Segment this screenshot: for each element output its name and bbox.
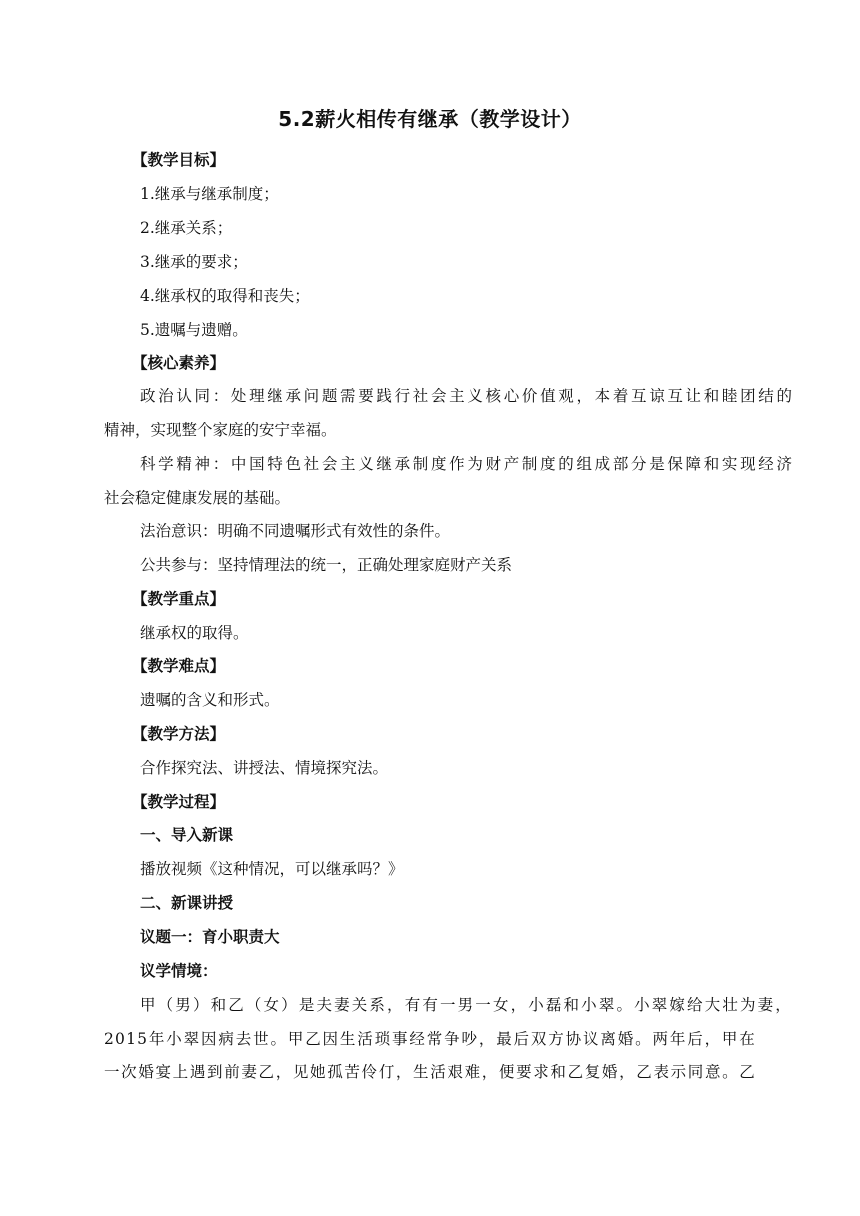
situation-line1: 甲（男）和乙（女）是夫妻关系，有有一男一女，小磊和小翠。小翠嫁给大壮为妻， [140,996,792,1014]
goals-heading: 【教学目标】 [132,151,226,169]
intro-heading: 一、导入新课 [140,826,234,844]
goal-item: 4.继承权的取得和丧失； [140,287,310,305]
difficult-heading: 【教学难点】 [132,657,226,675]
literacy-heading: 【核心素养】 [132,354,226,372]
process-heading: 【教学过程】 [132,793,226,811]
document-title: 5.2薪火相传有继承（教学设计） [278,107,582,131]
literacy-political-line2: 精神，实现整个家庭的安宁幸福。 [104,421,337,439]
intro-content: 播放视频《这种情况，可以继承吗？》 [140,860,404,878]
literacy-science-line2: 社会稳定健康发展的基础。 [104,489,291,507]
key-content: 继承权的取得。 [140,624,249,642]
new-lesson-heading: 二、新课讲授 [140,894,234,912]
key-heading: 【教学重点】 [132,590,226,608]
literacy-public: 公共参与：坚持情理法的统一，正确处理家庭财产关系 [140,556,513,574]
situation-line3: 一次婚宴上遇到前妻乙，见她孤苦伶仃，生活艰难，便要求和乙复婚，乙表示同意。乙 [104,1063,756,1081]
literacy-political-line1: 政治认同：处理继承问题需要践行社会主义核心价值观，本着互谅互让和睦团结的 [140,387,792,405]
difficult-content: 遗嘱的含义和形式。 [140,691,280,709]
goal-item: 5.遗嘱与遗赠。 [140,321,248,339]
goal-item: 1.继承与继承制度； [140,185,279,203]
goal-item: 2.继承关系； [140,219,233,237]
literacy-law: 法治意识：明确不同遗嘱形式有效性的条件。 [140,522,451,540]
situation-line2: 2015年小翠因病去世。甲乙因生活琐事经常争吵，最后双方协议离婚。两年后，甲在 [104,1030,756,1048]
literacy-science-line1: 科学精神：中国特色社会主义继承制度作为财产制度的组成部分是保障和实现经济 [140,455,792,473]
method-heading: 【教学方法】 [132,725,226,743]
goal-item: 3.继承的要求； [140,253,248,271]
method-content: 合作探究法、讲授法、情境探究法。 [140,759,389,777]
situation-heading: 议学情境： [140,962,218,980]
topic-one-heading: 议题一：育小职责大 [140,928,280,946]
